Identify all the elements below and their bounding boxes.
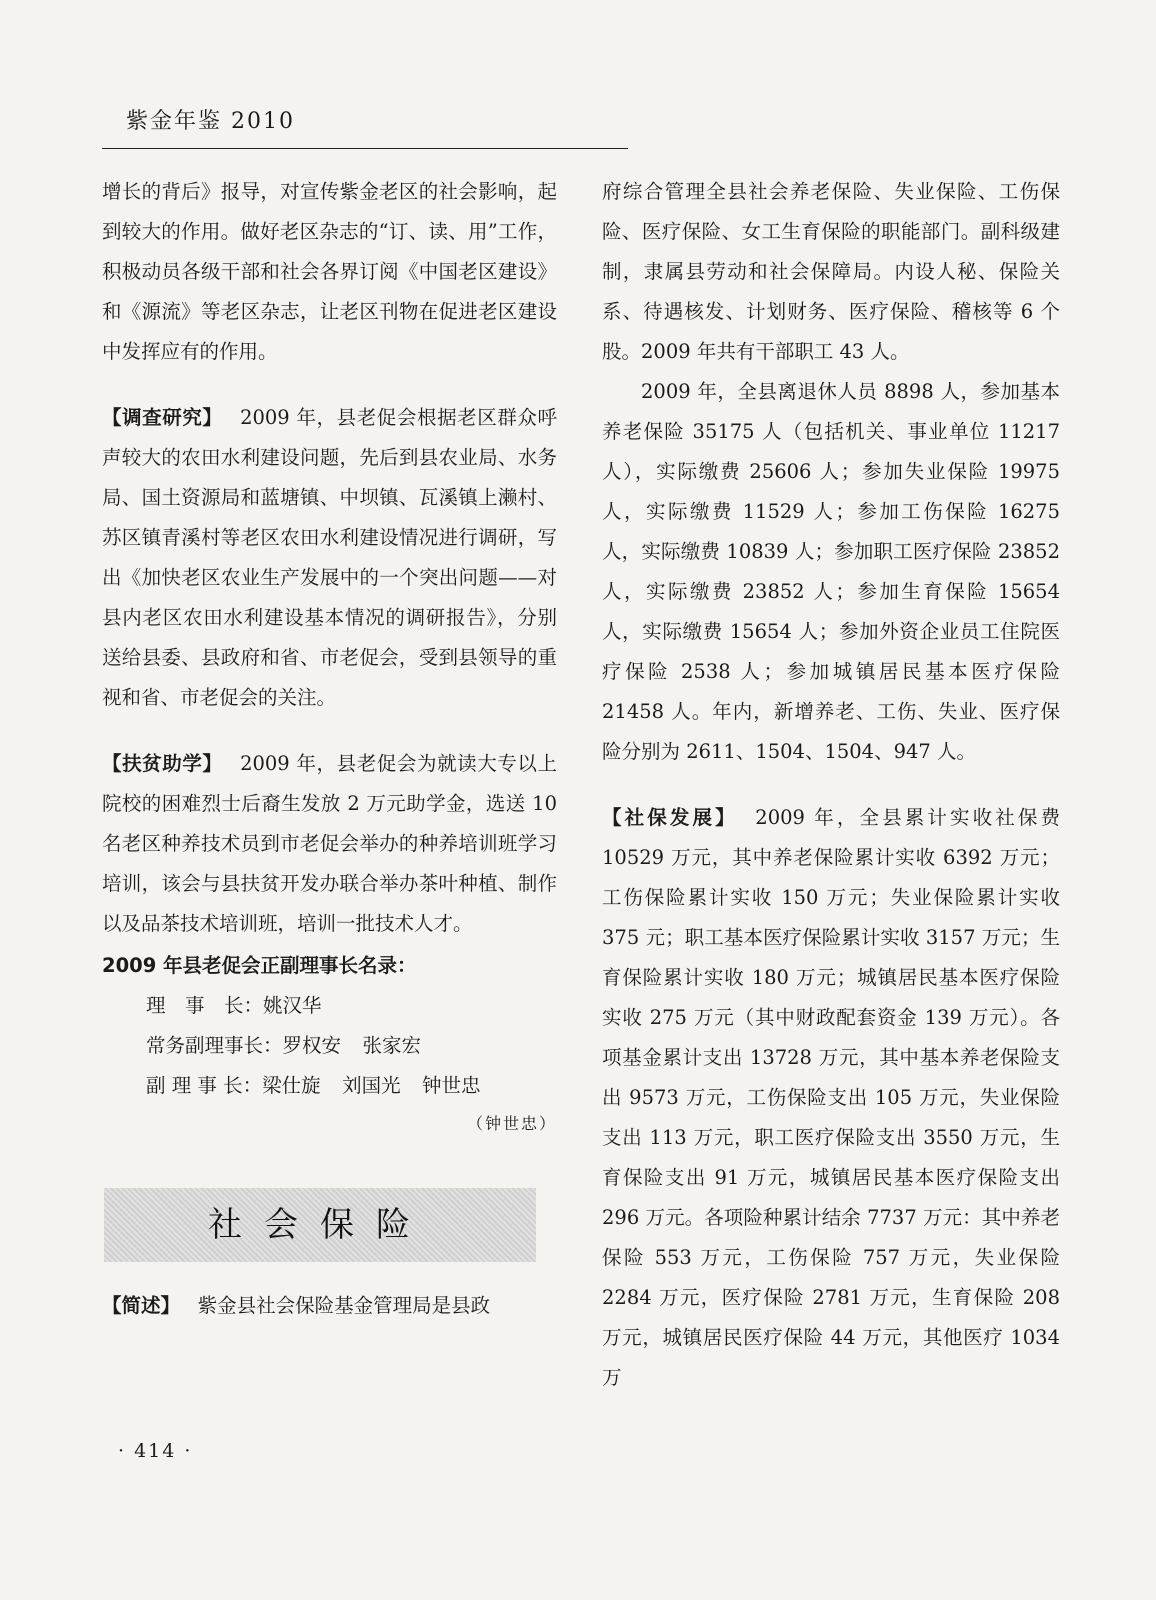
- roster-title: 2009 年县老促会正副理事长名录：: [102, 954, 417, 977]
- author-signature: （钟世忠）: [466, 1114, 557, 1133]
- left-column: [102, 172, 557, 1326]
- roster-name: 钟世忠: [422, 1074, 481, 1097]
- roster-line: [102, 1066, 557, 1106]
- page-number: · 414 ·: [118, 1440, 193, 1462]
- poverty-paragraph: [102, 744, 557, 944]
- statistics-paragraph: 2009 年，全县离退休人员 8898 人，参加基本养老保险 35175 人（包括机关、事业单位 11217 人），实际缴费 25606 人；参加失业保险 19975 人，实际缴费 11529 人；参加工伤保险 16275 人，实际缴费 10839 人；参加职工医疗保险 23852 人，实际缴费 23852 人；参加生育保险 15654 人，实际缴费 15654 人；参加外资企业员工住院医疗保险 2538 人；参加城镇居民基本医疗保险 21458 人。年内，新增养老、工伤、失业、医疗保险分别为 2611、1504、1504、947 人。: [602, 380, 1060, 763]
- roster-role: 副 理 事 长：: [146, 1074, 263, 1097]
- roster-name: 姚汉华: [263, 994, 322, 1017]
- roster-name: 刘国光: [342, 1074, 401, 1097]
- roster-name: 梁仕旋: [262, 1074, 321, 1097]
- roster-line: [102, 1026, 557, 1066]
- brief-text: 紫金县社会保险基金管理局是县政: [197, 1294, 491, 1317]
- brief-continued: 府综合管理全县社会养老保险、失业保险、工伤保险、医疗保险、女工生育保险的职能部门。副科级建制，隶属县劳动和社会保障局。内设人秘、保险关系、待遇核发、计划财务、医疗保险、稽核等 6 个股。2009 年共有干部职工 43 人。: [602, 180, 1060, 363]
- brief-label: 【简述】: [102, 1294, 181, 1317]
- poverty-label: 【扶贫助学】: [102, 752, 223, 775]
- roster-name: 罗权安: [282, 1034, 342, 1057]
- survey-label: 【调查研究】: [102, 406, 223, 429]
- roster-name: 张家宏: [362, 1034, 421, 1057]
- roster-role: 理 事 长：: [146, 994, 264, 1017]
- development-paragraph: [602, 798, 1060, 1398]
- brief-paragraph: [102, 1286, 557, 1326]
- header-rule: [102, 148, 628, 149]
- running-title: 紫金年鉴 2010: [126, 109, 295, 134]
- paragraph-continued: 增长的背后》报导，对宣传紫金老区的社会影响，起到较大的作用。做好老区杂志的“订、读、用”工作，积极动员各级干部和社会各界订阅《中国老区建设》和《源流》等老区杂志，让老区刊物在促进老区建设中发挥应有的作用。: [102, 180, 557, 363]
- roster-role: 常务副理事长：: [146, 1034, 283, 1057]
- survey-paragraph: [102, 398, 557, 718]
- right-column: [602, 172, 1060, 1398]
- section-title-banner: 社会保险: [104, 1188, 536, 1262]
- survey-text: 2009 年，县老促会根据老区群众呼声较大的农田水利建设问题，先后到县农业局、水务局、国土资源局和蓝塘镇、中坝镇、瓦溪镇上濑村、苏区镇青溪村等老区农田水利建设情况进行调研，写出《加快老区农业生产发展中的一个突出问题——对县内老区农田水利建设基本情况的调研报告》，分别送给县委、县政府和省、市老促会，受到县领导的重视和省、市老促会的关注。: [102, 406, 557, 709]
- development-label: 【社保发展】: [602, 806, 738, 829]
- poverty-text: 2009 年，县老促会为就读大专以上院校的困难烈士后裔生发放 2 万元助学金，选送 10 名老区种养技术员到市老促会举办的种养培训班学习培训，该会与县扶贫开发办联合举办茶叶种植、制作以及品茶技术培训班，培训一批技术人才。: [102, 752, 557, 935]
- roster-line: [102, 986, 557, 1026]
- development-text: 2009 年，全县累计实收社保费 10529 万元，其中养老保险累计实收 6392 万元；工伤保险累计实收 150 万元；失业保险累计实收 375 元；职工基本医疗保险累计实收 3157 万元；生育保险累计实收 180 万元；城镇居民基本医疗保险实收 275 万元（其中财政配套资金 139 万元）。各项基金累计支出 13728 万元，其中基本养老保险支出 9573 万元，工伤保险支出 105 万元，失业保险支出 113 万元，职工医疗保险支出 3550 万元，生育保险支出 91 万元，城镇居民基本医疗保险支出 296 万元。各项险种累计结余 7737 万元：其中养老保险 553 万元，工伤保险 757 万元，失业保险 2284 万元，医疗保险 2781 万元，生育保险 208 万元，城镇居民医疗保险 44 万元，其他医疗 1034 万: [602, 806, 1060, 1389]
